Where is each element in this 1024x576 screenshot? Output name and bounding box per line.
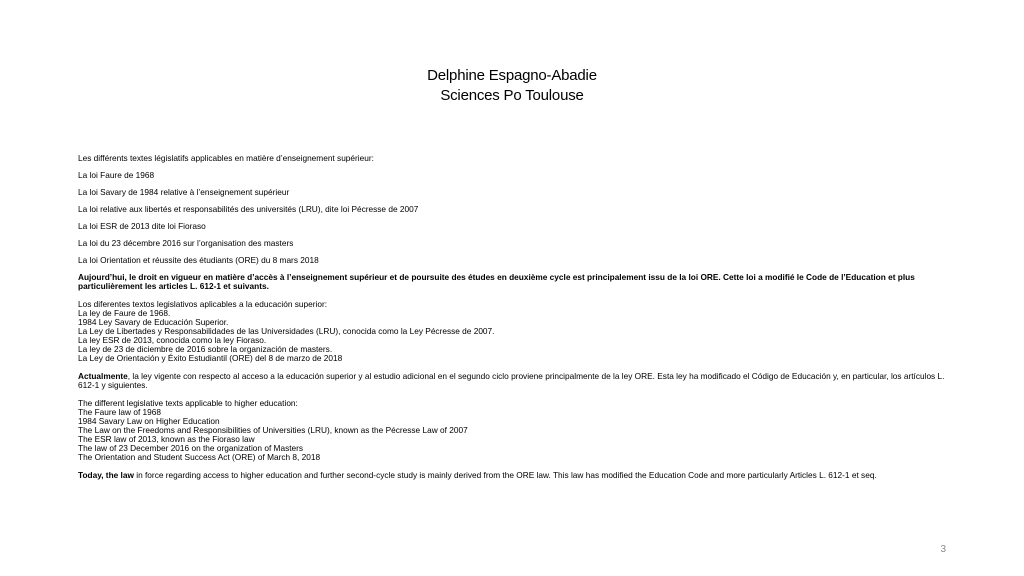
spanish-item-ore: La Ley de Orientación y Éxito Estudiantil (ORE) del 8 de marzo de 2018 (78, 353, 343, 363)
spanish-item-masters: La ley de 23 de diciembre de 2016 sobre la organización de masters. (78, 344, 333, 354)
french-item-ore: La loi Orientation et réussite des étudiants (ORE) du 8 mars 2018 (78, 255, 319, 265)
spanish-item-savary: 1984 Ley Savary de Educación Superior. (78, 317, 229, 327)
spanish-item-esr: La ley ESR de 2013, conocida como la ley Fioraso. (78, 335, 267, 345)
french-item-lru: La loi relative aux libertés et responsabilités des universités (LRU), dite loi Pécresse de 2007 (78, 204, 419, 214)
spanish-summary (78, 372, 954, 390)
french-section (78, 154, 954, 265)
english-item-esr: The ESR law of 2013, known as the Fioraso law (78, 434, 255, 444)
english-section (78, 399, 954, 462)
french-item-masters: La loi du 23 décembre 2016 sur l’organisation des masters (78, 238, 294, 248)
french-item-esr: La loi ESR de 2013 dite loi Fioraso (78, 221, 206, 231)
author-name: Delphine Espagno-Abadie (427, 67, 597, 84)
english-intro: The different legislative texts applicable to higher education: (78, 398, 298, 408)
english-item-masters: The law of 23 December 2016 on the organization of Masters (78, 443, 304, 453)
spanish-summary-bold: Actualmente (78, 371, 128, 381)
french-intro: Les différents textes législatifs applicables en matière d’enseignement supérieur: (78, 153, 374, 163)
english-summary-text: in force regarding access to higher education and further second-cycle study is mainly derived from the ORE law. This law has modified the Education Code and more particularly Articles L. 612-1 et seq. (133, 470, 877, 480)
english-item-lru: The Law on the Freedoms and Responsibilities of Universities (LRU), known as the Pécresse Law of 2007 (78, 425, 468, 435)
institution-name: Sciences Po Toulouse (440, 87, 584, 104)
english-item-savary: 1984 Savary Law on Higher Education (78, 416, 220, 426)
spanish-section (78, 300, 954, 363)
english-summary (78, 471, 954, 480)
french-item-faure: La loi Faure de 1968 (78, 170, 155, 180)
slide-title (0, 66, 1024, 106)
page-number: 3 (940, 544, 946, 555)
english-summary-bold: Today, the law (78, 470, 134, 480)
spanish-intro: Los diferentes textos legislativos aplicables a la educación superior: (78, 299, 328, 309)
spanish-item-lru: La Ley de Libertades y Responsabilidades de las Universidades (LRU), conocida como la Ley Pécresse de 2007. (78, 326, 495, 336)
french-summary-text: Aujourd’hui, le droit en vigueur en matière d’accès à l’enseignement supérieur et de poursuite des études en deuxième cycle est principalement issu de la loi ORE. Cette loi a modifié le Code de l’Education et plus particulièrement les articles L. 612-1 et suivants. (78, 272, 915, 291)
spanish-summary-text: , la ley vigente con respecto al acceso a la educación superior y al estudio adicional en el segundo ciclo proviene principalmente de la ley ORE. Esta ley ha modificado el Código de Educación y, en particular, los artículos L. 612-1 y siguientes. (78, 371, 945, 390)
english-item-ore: The Orientation and Student Success Act (ORE) of March 8, 2018 (78, 452, 321, 462)
slide-body (78, 154, 954, 489)
english-item-faure: The Faure law of 1968 (78, 407, 162, 417)
french-item-savary: La loi Savary de 1984 relative à l’enseignement supérieur (78, 187, 290, 197)
french-summary (78, 273, 954, 291)
spanish-item-faure: La ley de Faure de 1968. (78, 308, 171, 318)
